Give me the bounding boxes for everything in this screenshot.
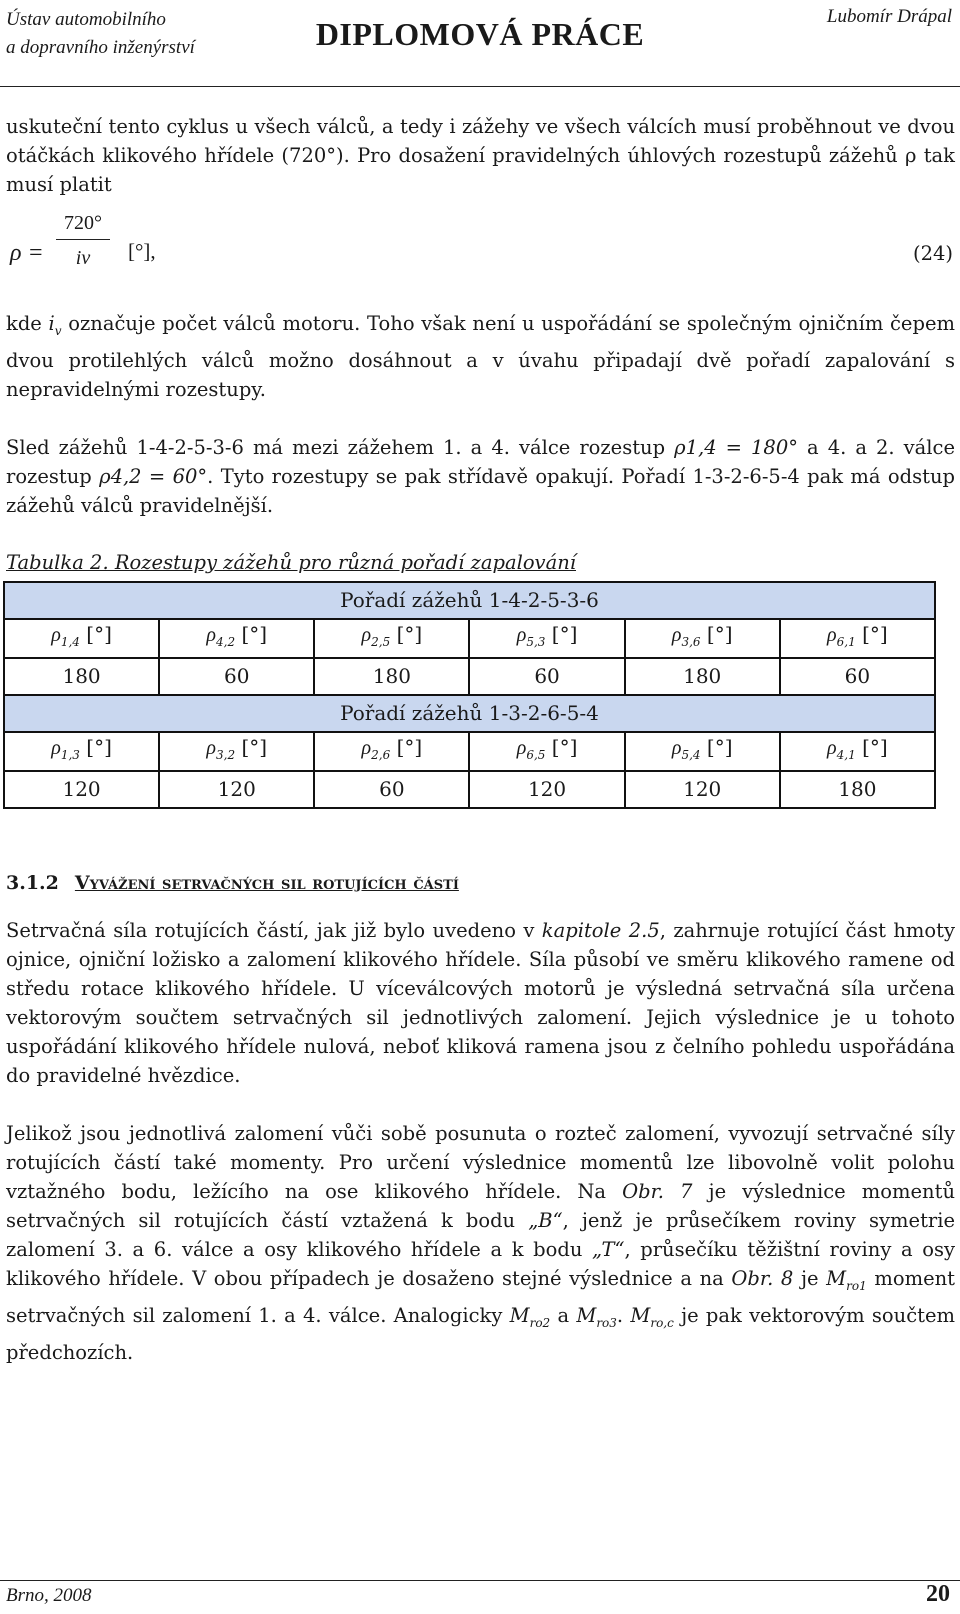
table-label-cell: $\rho_{4,2}$ [°] xyxy=(159,619,314,658)
paragraph-5: Jelikož jsou jednotlivá zalomení vůči sobě posunuta o rozteč zalomení, vyvozují setrvačné síly rotujících částí také momenty. Pro určení výslednice momentů lze libovolně volit polohu vztažného bodu, ležícího na ose klikového hřídele. Na Obr. 7 je výslednice momentů setrvačných sil rotujících částí vztažená k bodu „B“, jenž je průsečíkem roviny symetrie zalomení 3. a 6. válce a osy klikového hřídele a k bodu „T“, průsečíku těžištní roviny a osy klikového hřídele. V obou případech je dosaženo stejné výslednice a na Obr. 8 je $M_{ro1}$ moment setrvačných sil zalomení 1. a 4. válce. Analogicky $M_{ro2}$ a $M_{ro3}$. $M_{ro,c}$ je pak vektorovým součtem předchozích. xyxy=(6,1121,956,1364)
footer-place-date: Brno, 2008 xyxy=(6,1585,92,1606)
paragraph-4: Setrvačná síla rotujících částí, jak již bylo uvedeno v kapitole 2.5, zahrnuje rotující část hmoty ojnice, ojniční ložisko a zalomení klikového hřídele. Síla působí ve směru klikového ramene od středu rotace klikového hřídele. U víceválcových motorů je výsledná setrvačná síla určena vektorovým součtem setrvačných sil jednotlivých zalomení. Jejich výslednice je u tohoto uspořádání klikového hřídele nulová, neboť kliková ramena jsou z čelního pohledu uspořádána do pravidelné hvězdice. xyxy=(6,918,955,1087)
page-number: 20 xyxy=(926,1581,950,1607)
table-label-cell: $\rho_{1,4}$ [°] xyxy=(4,619,159,658)
paragraph-1: uskuteční tento cyklus u všech válců, a tedy i zážehy ve všech válcích musí proběhnout ve dvou otáčkách klikového hřídele (720°). Pro dosažení pravidelných úhlových rozestupů zážehů ρ tak musí platit xyxy=(6,115,955,196)
table-value-cell: 120 xyxy=(625,771,780,808)
fraction-bar xyxy=(56,239,110,240)
institute-line-1: Ústav automobilního xyxy=(6,9,166,30)
section-title: Vyvážení setrvačných sil rotujících částí xyxy=(74,871,459,894)
table-label-cell: $\rho_{6,1}$ [°] xyxy=(780,619,935,658)
group-1-value-row xyxy=(4,658,935,695)
equation-number: (24) xyxy=(912,242,953,265)
equation-24 xyxy=(6,199,955,309)
page-header xyxy=(0,0,960,87)
table-value-cell: 180 xyxy=(780,771,935,808)
table-value-cell: 120 xyxy=(4,771,159,808)
table-value-cell: 60 xyxy=(780,658,935,695)
table-label-cell: $\rho_{2,6}$ [°] xyxy=(314,732,469,771)
equation-fraction xyxy=(56,209,110,273)
table-label-cell: $\rho_{2,5}$ [°] xyxy=(314,619,469,658)
document-type: DIPLOMOVÁ PRÁCE xyxy=(315,16,645,52)
table-label-cell: $\rho_{3,2}$ [°] xyxy=(159,732,314,771)
table-value-cell: 60 xyxy=(159,658,314,695)
institute-line-2: a dopravního inženýrství xyxy=(6,37,195,58)
equation-lhs: ρ = xyxy=(10,240,44,266)
equation-denominator: iv xyxy=(75,247,91,269)
page-footer xyxy=(0,1580,960,1607)
page-content xyxy=(6,112,955,1367)
firing-interval-table xyxy=(3,581,936,809)
group-2-title-row xyxy=(4,695,935,732)
table-caption: Tabulka 2. Rozestupy zážehů pro různá pořadí zapalování xyxy=(6,550,576,574)
table-value-cell: 180 xyxy=(625,658,780,695)
table-label-cell: $\rho_{4,1}$ [°] xyxy=(780,732,935,771)
table-label-cell: $\rho_{6,5}$ [°] xyxy=(469,732,624,771)
author-name: Lubomír Drápal xyxy=(826,6,952,27)
section-heading xyxy=(6,869,955,898)
table-label-cell: $\rho_{5,3}$ [°] xyxy=(469,619,624,658)
table-label-cell: $\rho_{5,4}$ [°] xyxy=(625,732,780,771)
group-2-value-row xyxy=(4,771,935,808)
table-value-cell: 60 xyxy=(469,658,624,695)
equation-numerator: 720° xyxy=(64,212,102,234)
group-1-label-row xyxy=(4,619,935,658)
table-label-cell: $\rho_{3,6}$ [°] xyxy=(625,619,780,658)
table-value-cell: 60 xyxy=(314,771,469,808)
table-value-cell: 180 xyxy=(4,658,159,695)
table-value-cell: 120 xyxy=(469,771,624,808)
group-2-title: Pořadí zážehů 1-3-2-6-5-4 xyxy=(4,695,935,732)
group-2-label-row xyxy=(4,732,935,771)
section-number: 3.1.2 xyxy=(6,871,59,894)
table-label-cell: $\rho_{1,3}$ [°] xyxy=(4,732,159,771)
table-value-cell: 120 xyxy=(159,771,314,808)
group-1-title-row xyxy=(4,582,935,619)
paragraph-2: kde $i_v$ označuje počet válců motoru. Toho však není u uspořádání se společným ojničním čepem dvou protilehlých válců možno dosáhnout a v úvahu připadají dvě pořadí zapalování s nepravidelnými rozestupy. xyxy=(6,312,955,401)
group-1-title: Pořadí zážehů 1-4-2-5-3-6 xyxy=(4,582,935,619)
paragraph-3: Sled zážehů 1-4-2-5-3-6 má mezi zážehem 1. a 4. válce rozestup ρ1,4 = 180° a 4. a 2. válce rozestup ρ4,2 = 60°. Tyto rozestupy se pak střídavě opakují. Pořadí 1-3-2-6-5-4 pak má odstup zážehů válců pravidelnější. xyxy=(6,435,955,517)
table-value-cell: 180 xyxy=(314,658,469,695)
equation-unit: [°], xyxy=(128,239,156,263)
